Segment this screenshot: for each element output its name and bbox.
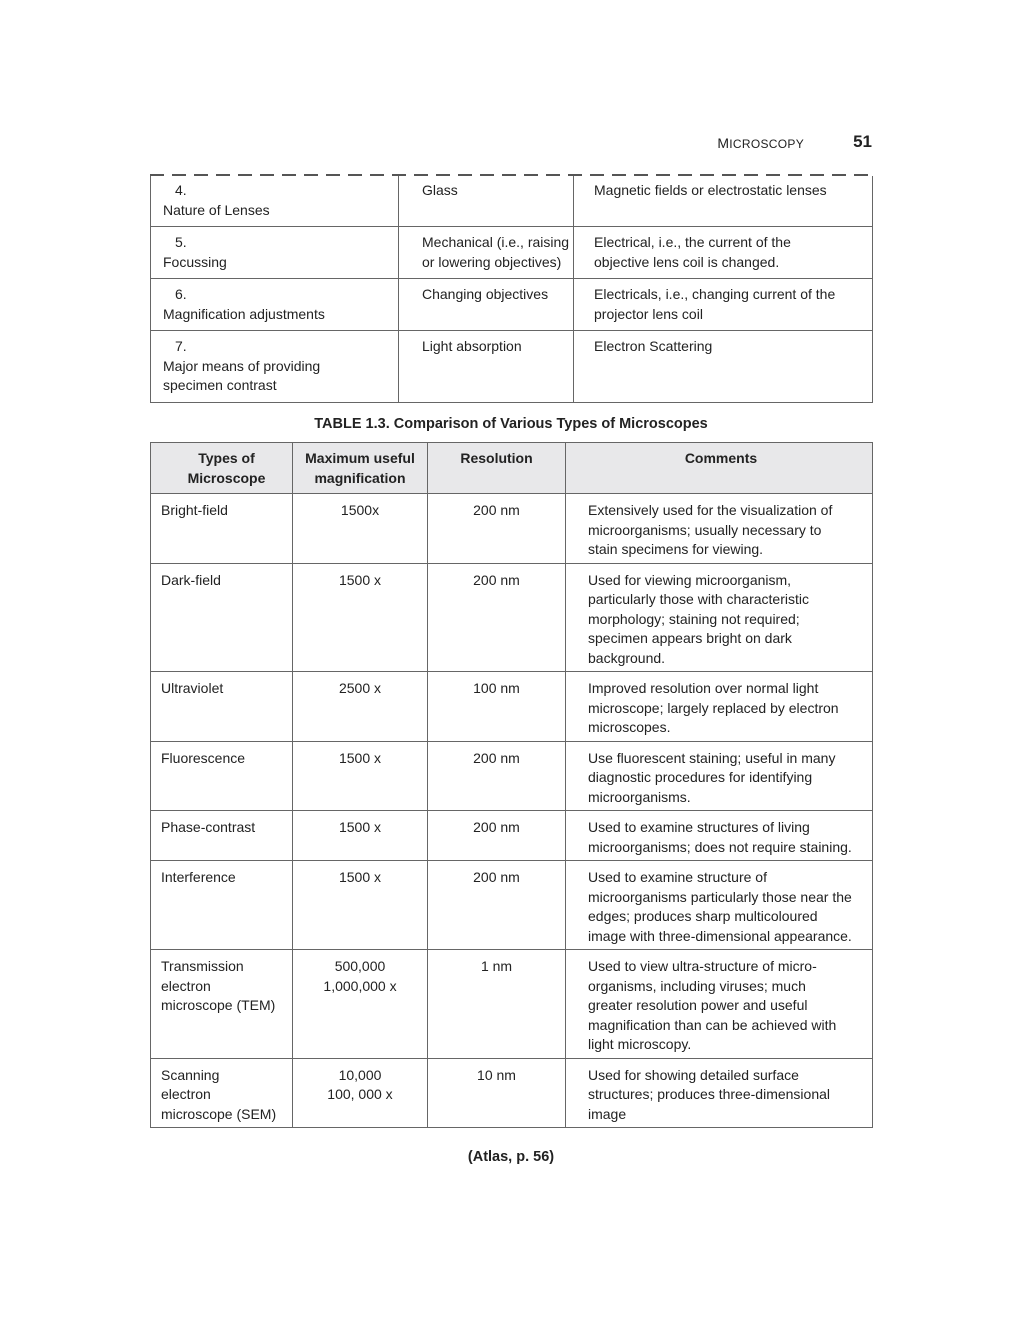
comparison-row xyxy=(151,331,873,403)
resolution-cell: 200 nm xyxy=(428,741,566,811)
magnification-cell: 1500 x xyxy=(293,861,428,950)
comparison-row xyxy=(151,227,873,279)
row-number: 4. xyxy=(175,182,187,198)
microscope-types-table xyxy=(150,442,873,1128)
magnification-cell: 1500 x xyxy=(293,741,428,811)
table-row xyxy=(151,1058,873,1128)
column-header-resolution: Resolution xyxy=(428,443,566,494)
light-microscope-cell: Changing objectives xyxy=(399,279,574,331)
feature-cell xyxy=(151,176,399,227)
feature-label: Nature of Lenses xyxy=(163,201,270,218)
feature-label: Major means of providing specimen contrast xyxy=(163,357,321,393)
resolution-cell: 100 nm xyxy=(428,672,566,742)
resolution-cell: 200 nm xyxy=(428,563,566,672)
microscope-type-cell: Phase-contrast xyxy=(151,811,293,861)
comments-cell: Used to examine structures of living microorganisms; does not require staining. xyxy=(566,811,873,861)
magnification-cell: 1500 x xyxy=(293,563,428,672)
source-note: (Atlas, p. 56) xyxy=(467,1149,555,1165)
feature-cell xyxy=(151,279,399,331)
electron-microscope-cell: Electron Scattering xyxy=(574,331,873,403)
magnification-cell: 1500x xyxy=(293,494,428,564)
row-number: 7. xyxy=(175,338,187,354)
electron-microscope-cell: Electricals, i.e., changing current of the projector lens coil xyxy=(574,279,873,331)
electron-microscope-cell: Magnetic fields or electrostatic lenses xyxy=(574,176,873,227)
comments-cell: Improved resolution over normal light microscope; largely replaced by electron microscopes. xyxy=(566,672,873,742)
table-row xyxy=(151,950,873,1059)
light-microscope-cell: Light absorption xyxy=(399,331,574,403)
table-row xyxy=(151,741,873,811)
resolution-cell: 1 nm xyxy=(428,950,566,1059)
running-head xyxy=(150,132,872,154)
comments-cell: Used for viewing microorganism, particularly those with characteristic morphology; staining not required; specimen appears bright on dark background. xyxy=(566,563,873,672)
table-row xyxy=(151,861,873,950)
microscope-type-cell: Interference xyxy=(151,861,293,950)
table-row xyxy=(151,672,873,742)
magnification-cell: 1500 x xyxy=(293,811,428,861)
light-vs-electron-table xyxy=(150,176,873,403)
feature-label: Magnification adjustments xyxy=(163,305,325,322)
microscope-type-cell: Scanning electron microscope (SEM) xyxy=(151,1058,293,1128)
table-row xyxy=(151,811,873,861)
electron-microscope-cell: Electrical, i.e., the current of the objective lens coil is changed. xyxy=(574,227,873,279)
row-number: 6. xyxy=(175,286,187,302)
table-header-row xyxy=(151,443,873,494)
table-row xyxy=(151,494,873,564)
feature-cell xyxy=(151,331,399,403)
microscope-type-cell: Bright-field xyxy=(151,494,293,564)
magnification-cell: 2500 x xyxy=(293,672,428,742)
resolution-cell: 200 nm xyxy=(428,494,566,564)
microscope-type-cell: Dark-field xyxy=(151,563,293,672)
column-header-comments: Comments xyxy=(566,443,873,494)
resolution-cell: 10 nm xyxy=(428,1058,566,1128)
feature-label: Focussing xyxy=(163,253,227,270)
resolution-cell: 200 nm xyxy=(428,861,566,950)
table-row xyxy=(151,563,873,672)
magnification-cell: 500,000 1,000,000 x xyxy=(293,950,428,1059)
table-caption: TABLE 1.3. Comparison of Various Types of Microscopes xyxy=(314,416,708,432)
comparison-row xyxy=(151,176,873,227)
comments-cell: Used to view ultra-structure of micro-organisms, including viruses; much greater resolution power and useful magnification than can be achieved with light microscopy. xyxy=(566,950,873,1059)
column-header-types: Types of Microscope xyxy=(151,443,293,494)
comparison-row xyxy=(151,279,873,331)
comments-cell: Extensively used for the visualization of microorganisms; usually necessary to stain specimens for viewing. xyxy=(566,494,873,564)
light-microscope-cell: Mechanical (i.e., raising or lowering objectives) xyxy=(399,227,574,279)
light-microscope-cell: Glass xyxy=(399,176,574,227)
comments-cell: Used for showing detailed surface structures; produces three-dimensional image xyxy=(566,1058,873,1128)
resolution-cell: 200 nm xyxy=(428,811,566,861)
microscope-type-cell: Ultraviolet xyxy=(151,672,293,742)
microscope-type-cell: Fluorescence xyxy=(151,741,293,811)
running-title: MICROSCOPY xyxy=(717,135,804,151)
feature-cell xyxy=(151,227,399,279)
row-number: 5. xyxy=(175,234,187,250)
comments-cell: Used to examine structure of microorganisms particularly those near the edges; produces sharp multicoloured image with three-dimensional appearance. xyxy=(566,861,873,950)
magnification-cell: 10,000 100, 000 x xyxy=(293,1058,428,1128)
comments-cell: Use fluorescent staining; useful in many diagnostic procedures for identifying microorganisms. xyxy=(566,741,873,811)
microscope-type-cell: Transmission electron microscope (TEM) xyxy=(151,950,293,1059)
column-header-magnification: Maximum useful magnification xyxy=(293,443,428,494)
page-number: 51 xyxy=(853,132,872,151)
